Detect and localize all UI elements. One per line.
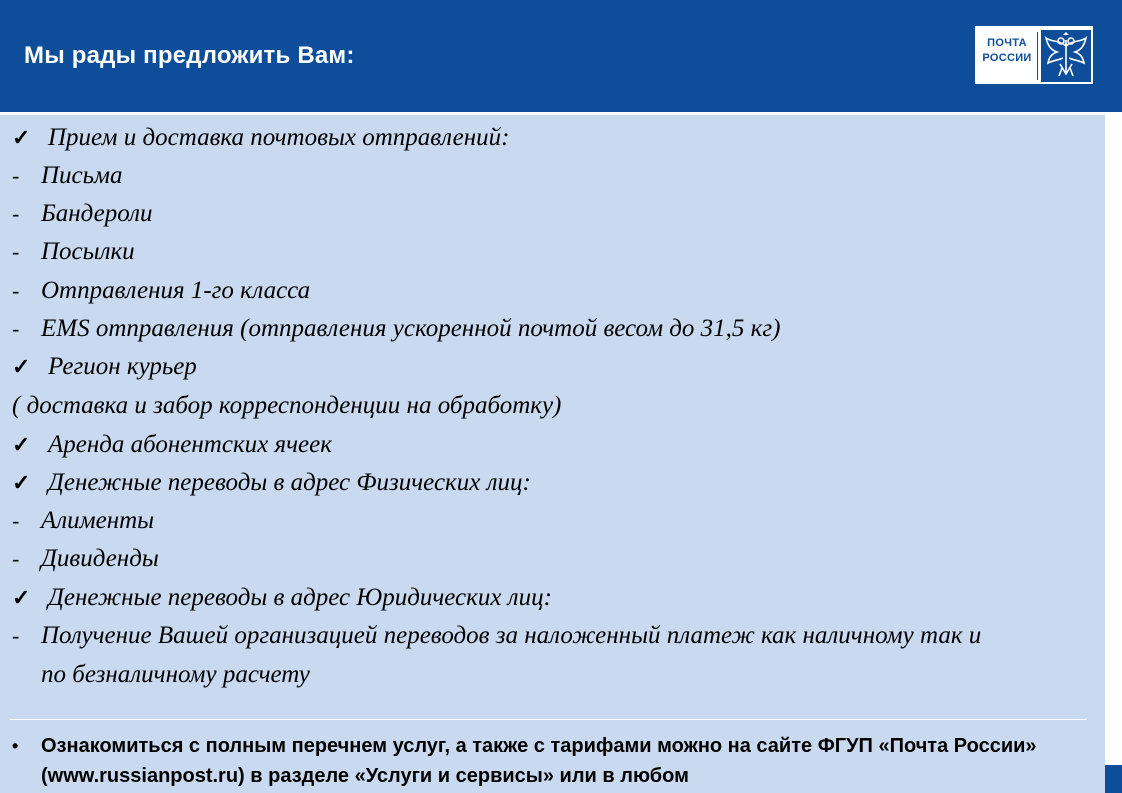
logo-line-2: РОССИИ	[982, 52, 1032, 64]
logo-text	[979, 36, 1035, 66]
check-icon: ✓	[12, 585, 31, 610]
list-item	[12, 622, 981, 658]
list-item	[12, 392, 561, 428]
russian-post-logo	[974, 25, 1094, 85]
check-icon: ✓	[12, 432, 31, 457]
list-item	[12, 277, 310, 313]
list-item-text: Аренда абонентских ячеек	[48, 431, 332, 458]
dash-marker: -	[12, 163, 20, 188]
list-item-text: Алименты	[41, 507, 155, 534]
list-item	[12, 469, 531, 505]
list-item-text: EMS отправления (отправления ускоренной почтой весом до 31,5 кг)	[41, 315, 781, 342]
dash-marker: -	[12, 546, 20, 571]
list-item	[12, 584, 552, 620]
dash-marker: -	[12, 508, 20, 533]
list-item	[12, 315, 780, 351]
list-item	[41, 661, 310, 697]
page-title: Мы рады предложить Вам:	[24, 42, 355, 69]
logo-divider	[1037, 32, 1038, 80]
dash-marker: -	[12, 239, 20, 264]
dash-marker: -	[12, 201, 20, 226]
list-item	[12, 545, 159, 581]
list-item	[12, 431, 332, 467]
list-item-text: Денежные переводы в адрес Юридических лиц:	[48, 584, 552, 611]
check-icon: ✓	[12, 354, 31, 379]
note-text: Ознакомиться с полным перечнем услуг, а также с тарифами можно на сайте ФГУП «Почта России» (www.russianpost.ru) в разделе «Услуги и сервисы» или в любом	[41, 735, 1037, 787]
list-item-text: по безналичному расчету	[41, 661, 310, 688]
list-item-text: Дивиденды	[41, 545, 159, 572]
note-bullet: •	[12, 736, 19, 756]
list-item-text: Получение Вашей организацией переводов за наложенный платеж как наличному так и	[41, 622, 982, 649]
check-icon: ✓	[12, 125, 31, 150]
list-item	[12, 353, 197, 389]
list-item-text: Регион курьер	[48, 353, 197, 380]
eagle-emblem-icon	[1041, 30, 1091, 82]
list-item-text: Посылки	[41, 238, 135, 265]
dash-marker: -	[12, 278, 20, 303]
list-item	[12, 200, 152, 236]
logo-line-1: ПОЧТА	[987, 37, 1027, 49]
corner-strip	[1105, 765, 1122, 793]
list-item-text: Прием и доставка почтовых отправлений:	[48, 124, 510, 151]
dash-marker: -	[12, 316, 20, 341]
divider	[10, 719, 1087, 720]
list-item-text: Письма	[41, 162, 123, 189]
check-icon: ✓	[12, 470, 31, 495]
list-item	[12, 124, 509, 160]
list-item	[12, 162, 122, 198]
list-item	[12, 507, 154, 543]
list-item	[12, 238, 135, 274]
list-item-text: ( доставка и забор корреспонденции на обработку)	[12, 392, 562, 419]
header-bar	[0, 0, 1122, 112]
dash-marker: -	[12, 623, 20, 648]
list-item-text: Бандероли	[41, 200, 153, 227]
list-item-text: Отправления 1-го класса	[41, 277, 311, 304]
list-item-text: Денежные переводы в адрес Физических лиц:	[48, 469, 531, 496]
